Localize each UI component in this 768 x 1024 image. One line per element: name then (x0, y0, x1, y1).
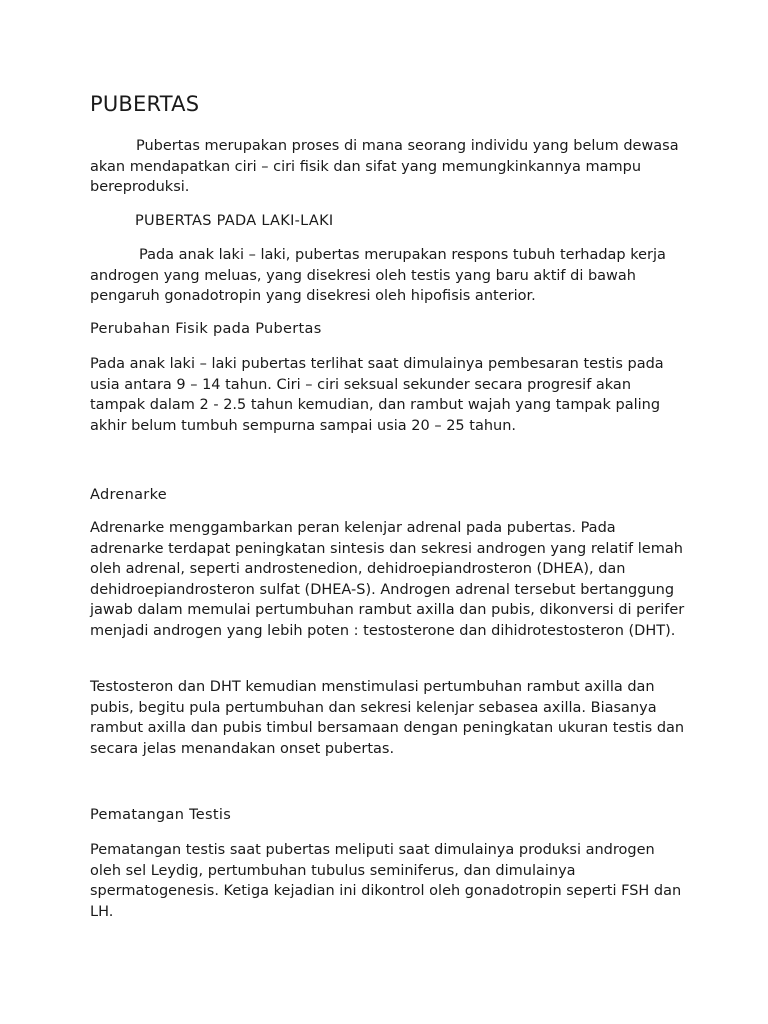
section-heading-pematangan-testis: Pematangan Testis (90, 807, 232, 823)
section-paragraph: Pada anak laki – laki, pubertas merupakan respons tubuh terhadap kerja androgen yang meluas, yang disekresi oleh testis yang baru aktif di bawah pengaruh gonadotropin yang disekresi oleh hipofisis anterior. (90, 247, 666, 305)
section-paragraph: Pematangan testis saat pubertas meliputi saat dimulainya produksi androgen oleh sel Leydig, pertumbuhan tubulus seminiferus, dan dimulainya spermatogenesis. Ketiga kejadian ini dikontrol oleh gonadotropin seperti FSH dan LH. (90, 842, 682, 920)
intro-paragraph: Pubertas merupakan proses di mana seorang individu yang belum dewasa akan mendapatkan ciri – ciri fisik dan sifat yang memungkinkannya mampu bereproduksi. (90, 138, 679, 196)
document-title: PUBERTAS (90, 92, 200, 116)
section-paragraph: Pada anak laki – laki pubertas terlihat saat dimulainya pembesaran testis pada usia antara 9 – 14 tahun. Ciri – ciri seksual sekunder secara progresif akan tampak dalam 2 - 2.5 tahun kemudian, dan rambut wajah yang tampak paling akhir belum tumbuh sempurna sampai usia 20 – 25 tahun. (90, 356, 664, 434)
section-paragraph: Adrenarke menggambarkan peran kelenjar adrenal pada pubertas. Pada adrenarke terdapat peningkatan sintesis dan sekresi androgen yang relatif lemah oleh adrenal, seperti androstenedion, dehidroepiandrosteron (DHEA), dan dehidroepiandrosteron sulfat (DHEA-S). Androgen adrenal tersebut bertanggung jawab dalam memulai pertumbuhan rambut axilla dan pubis, dikonversi di perifer menjadi androgen yang lebih poten : testosterone dan dihidrotestosteron (DHT). (90, 520, 685, 639)
section-heading-perubahan-fisik: Perubahan Fisik pada Pubertas (90, 321, 322, 337)
section-heading-adrenarke: Adrenarke (90, 487, 167, 503)
section-heading-pubertas-laki-laki: PUBERTAS PADA LAKI-LAKI (135, 213, 334, 229)
section-paragraph: Testosteron dan DHT kemudian menstimulasi pertumbuhan rambut axilla dan pubis, begitu pula pertumbuhan dan sekresi kelenjar sebasea axilla. Biasanya rambut axilla dan pubis timbul bersamaan dengan peningkatan ukuran testis dan secara jelas menandakan onset pubertas. (90, 679, 685, 757)
